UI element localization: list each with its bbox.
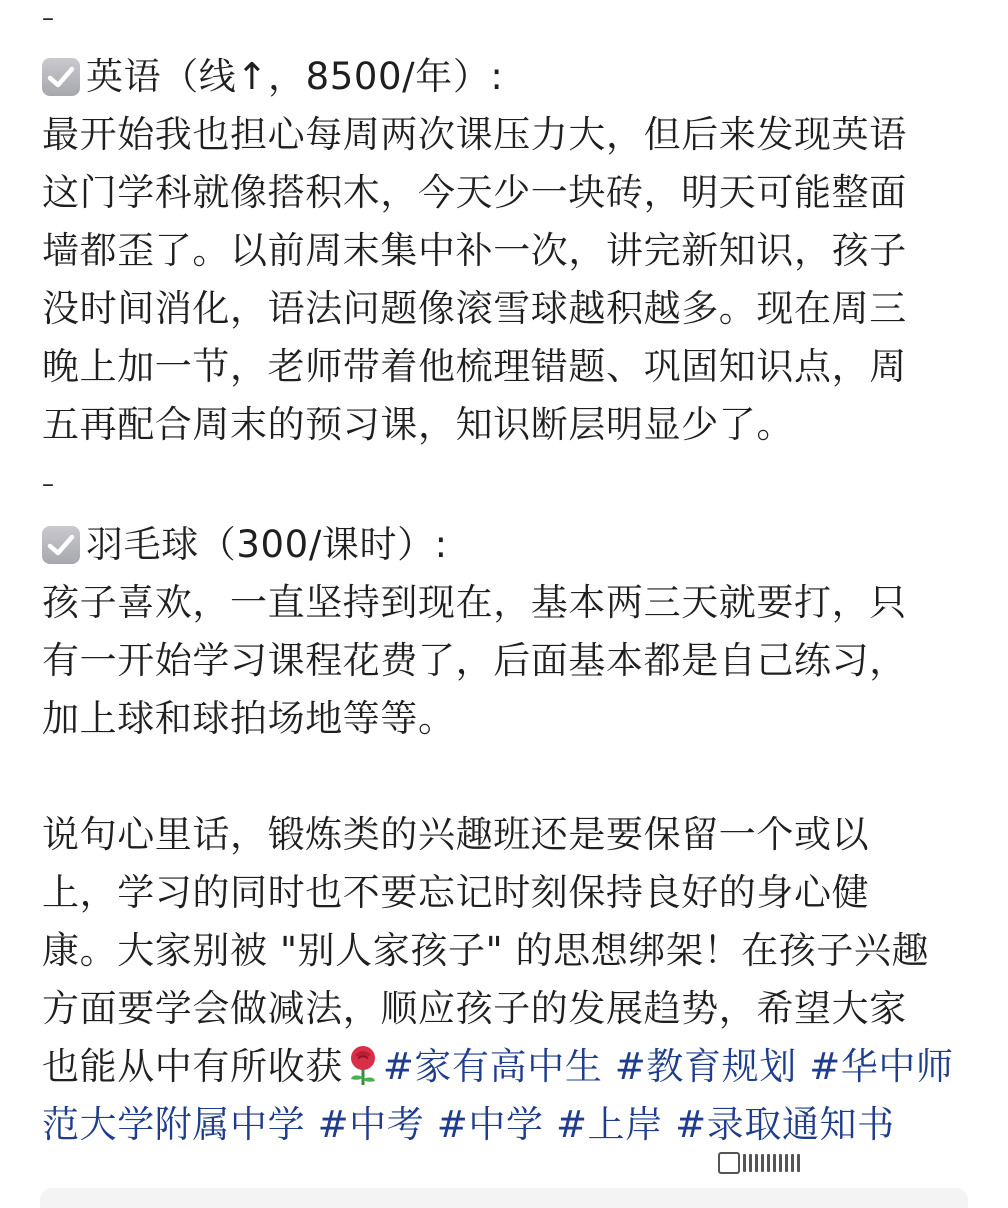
heading-text: 羽毛球（300/课时）: xyxy=(86,523,448,566)
separator: – xyxy=(42,4,54,32)
hashtag[interactable]: #上岸 xyxy=(555,1103,663,1146)
bar-icon xyxy=(767,1154,770,1172)
hashtag[interactable]: #中考 xyxy=(317,1103,425,1146)
section-heading xyxy=(42,48,907,106)
square-icon xyxy=(718,1152,740,1174)
paragraph-line: 康。大家别被 "别人家孩子" 的思想绑架！在孩子兴趣 xyxy=(42,929,930,972)
paragraph-line: 孩子喜欢，一直坚持到现在，基本两三天就要打，只 xyxy=(42,581,907,624)
closing-text: 也能从中有所收获 xyxy=(42,1045,343,1088)
bar-icon xyxy=(785,1154,788,1172)
bar-icon xyxy=(755,1154,758,1172)
paragraph-line: 最开始我也担心每周两次课压力大，但后来发现英语 xyxy=(42,113,907,156)
paragraph-line: 上，学习的同时也不要忘记时刻保持良好的身心健 xyxy=(42,871,870,914)
bar-icon xyxy=(773,1154,776,1172)
bar-icon xyxy=(779,1154,782,1172)
section-badminton xyxy=(42,516,907,748)
bar-icon xyxy=(761,1154,764,1172)
section-heading xyxy=(42,516,907,574)
bar-icon xyxy=(791,1154,794,1172)
hashtag[interactable]: #华中师 xyxy=(809,1045,954,1088)
paragraph-line: 没时间消化，语法问题像滚雪球越积越多。现在周三 xyxy=(42,287,907,330)
section-closing xyxy=(42,806,954,1154)
paragraph-line xyxy=(42,1038,954,1096)
bar-icon xyxy=(749,1154,752,1172)
paragraph-line: 晚上加一节，老师带着他梳理错题、巩固知识点，周 xyxy=(42,345,907,388)
heading-text: 英语（线↑，8500/年）: xyxy=(86,55,504,98)
check-mark-icon xyxy=(42,58,80,96)
paragraph-line: 这门学科就像搭积木，今天少一块砖，明天可能整面 xyxy=(42,171,907,214)
floating-toolbar[interactable] xyxy=(708,1146,1008,1180)
section-english xyxy=(42,48,907,454)
check-mark-icon xyxy=(42,526,80,564)
hashtag[interactable]: 范大学附属中学 xyxy=(42,1103,306,1146)
hashtag[interactable]: #录取通知书 xyxy=(675,1103,895,1146)
bar-icon xyxy=(743,1154,746,1172)
paragraph-line: 五再配合周末的预习课，知识断层明显少了。 xyxy=(42,403,794,446)
hashtag[interactable]: #中学 xyxy=(436,1103,544,1146)
next-card-edge xyxy=(40,1188,968,1208)
paragraph-line: 有一开始学习课程花费了，后面基本都是自己练习， xyxy=(42,639,907,682)
paragraph-line: 墙都歪了。以前周末集中补一次，讲完新知识，孩子 xyxy=(42,229,907,272)
hashtag[interactable]: #教育规划 xyxy=(614,1045,797,1088)
hashtag[interactable]: #家有高中生 xyxy=(382,1045,603,1088)
paragraph-line: 加上球和球拍场地等等。 xyxy=(42,697,456,740)
separator: – xyxy=(42,470,54,498)
bar-icon xyxy=(797,1154,800,1172)
rose-emoji-icon xyxy=(343,1043,383,1087)
paragraph-line: 方面要学会做减法，顺应孩子的发展趋势，希望大家 xyxy=(42,987,907,1030)
paragraph-line: 说句心里话，锻炼类的兴趣班还是要保留一个或以 xyxy=(42,813,870,856)
